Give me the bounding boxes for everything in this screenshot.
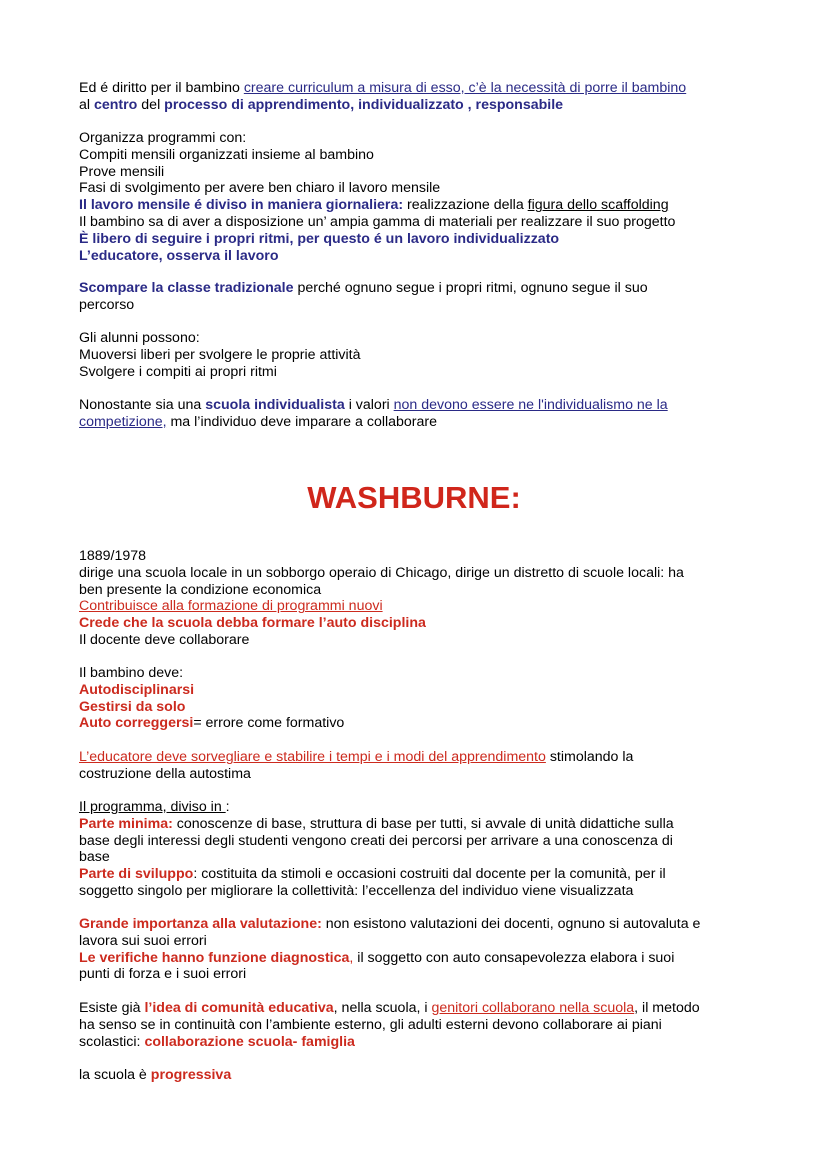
section-title: WASHBURNE: — [307, 480, 521, 515]
intro-line-1: Ed é diritto per il bambino creare curriculum a misura di esso, c’è la necessità di porre il bambino — [79, 80, 687, 96]
alunni-item: Muoversi liberi per svolgere le proprie attività — [79, 346, 361, 363]
educatore-link[interactable]: L’educatore deve sorvegliare e stabilire i tempi e i modi del apprendimento — [79, 749, 546, 765]
org-item: Compiti mensili organizzati insieme al bambino — [79, 146, 374, 163]
alunni-paragraph — [79, 330, 759, 380]
competizione-link[interactable]: competizione, — [79, 413, 167, 430]
contribuisce-link[interactable]: Contribuisce alla formazione di programmi nuovi — [79, 598, 383, 615]
individualismo-link[interactable]: non devono essere ne l'individualismo ne la — [393, 397, 668, 413]
nonostante-paragraph: Nonostante sia una scuola individualista i valori non devono essere ne l'individualismo ne la competizione, ma l’individuo deve imparare a collaborare — [79, 397, 668, 430]
osserva-line: L’educatore, osserva il lavoro — [79, 247, 279, 264]
biography-paragraph: 1889/1978 dirige una scuola locale in un sobborgo operaio di Chicago, dirige un distretto di scuole locali: ha ben presente la condizione economica Contribuisce alla formazione di programmi nuovi Crede che la scuola debba formare l’auto disciplina Il docente deve collaborare — [79, 548, 759, 649]
org-item: Prove mensili — [79, 163, 165, 180]
valutazione-paragraph: Grande importanza alla valutazione: non esistono valutazioni dei docenti, ognuno si autovaluta e lavora sui suoi errori Le verifiche hanno funzione diagnostica, il soggetto con auto consapevolezza elabora i suoi punti di forza e i suoi errori — [79, 916, 701, 983]
alunni-heading: Gli alunni possono: — [79, 330, 200, 346]
intro-paragraph — [79, 80, 759, 114]
genitori-link[interactable]: genitori collaborano nella scuola — [431, 1000, 635, 1016]
org-item: Fasi di svolgimento per avere ben chiaro il lavoro mensile — [79, 180, 441, 197]
years: 1889/1978 — [79, 548, 147, 564]
materiali-line: Il bambino sa di aver a disposizione un’ ampia gamma di materiali per realizzare il suo progetto — [79, 213, 676, 230]
alunni-item: Svolgere i compiti ai propri ritmi — [79, 363, 277, 380]
esiste-paragraph: Esiste già l’idea di comunità educativa, nella scuola, i genitori collaborano nella scuola, il metodo ha senso se in continuità con l’ambiente esterno, gli adulti esterni devono collaborare ai piani scolastici: collaborazione scuola- famiglia — [79, 1000, 700, 1050]
libero-line: È libero di seguire i propri ritmi, per questo é un lavoro individualizzato — [79, 230, 560, 247]
programma-paragraph: Il programma, diviso in : Parte minima: conoscenze di base, struttura di base per tutti, si avvale di unità didattiche sulla base degli interessi degli studenti vengono creati dei percorsi per arrivare a una conoscenza di base Parte di sviluppo: costituita da stimoli e occasioni costruiti dal docente per la comunità, per il soggetto singolo per migliorare la collettività: l’eccellenza del individuo viene visualizzata — [79, 799, 674, 899]
org-heading: Organizza programmi con: — [79, 130, 247, 146]
mensile-line: Il lavoro mensile é diviso in maniera giornaliera: realizzazione della figura dello scaffolding — [79, 197, 669, 214]
educatore-paragraph: L’educatore deve sorvegliare e stabilire i tempi e i modi del apprendimento stimolando la costruzione della autostima — [79, 749, 634, 782]
scompare-paragraph: Scompare la classe tradizionale perché ognuno segue i propri ritmi, ognuno segue il suo percorso — [79, 280, 648, 313]
progressiva-paragraph: la scuola è progressiva — [79, 1067, 232, 1083]
organizza-paragraph — [79, 130, 759, 264]
intro-line-2: al centro del processo di apprendimento, individualizzato , responsabile — [79, 96, 564, 113]
curriculum-link[interactable]: creare curriculum a misura di esso, c’è la necessità di porre il bambino — [243, 80, 687, 96]
bambino-paragraph: Il bambino deve: Autodisciplinarsi Gestirsi da solo Auto correggersi= errore come formativo — [79, 665, 345, 732]
